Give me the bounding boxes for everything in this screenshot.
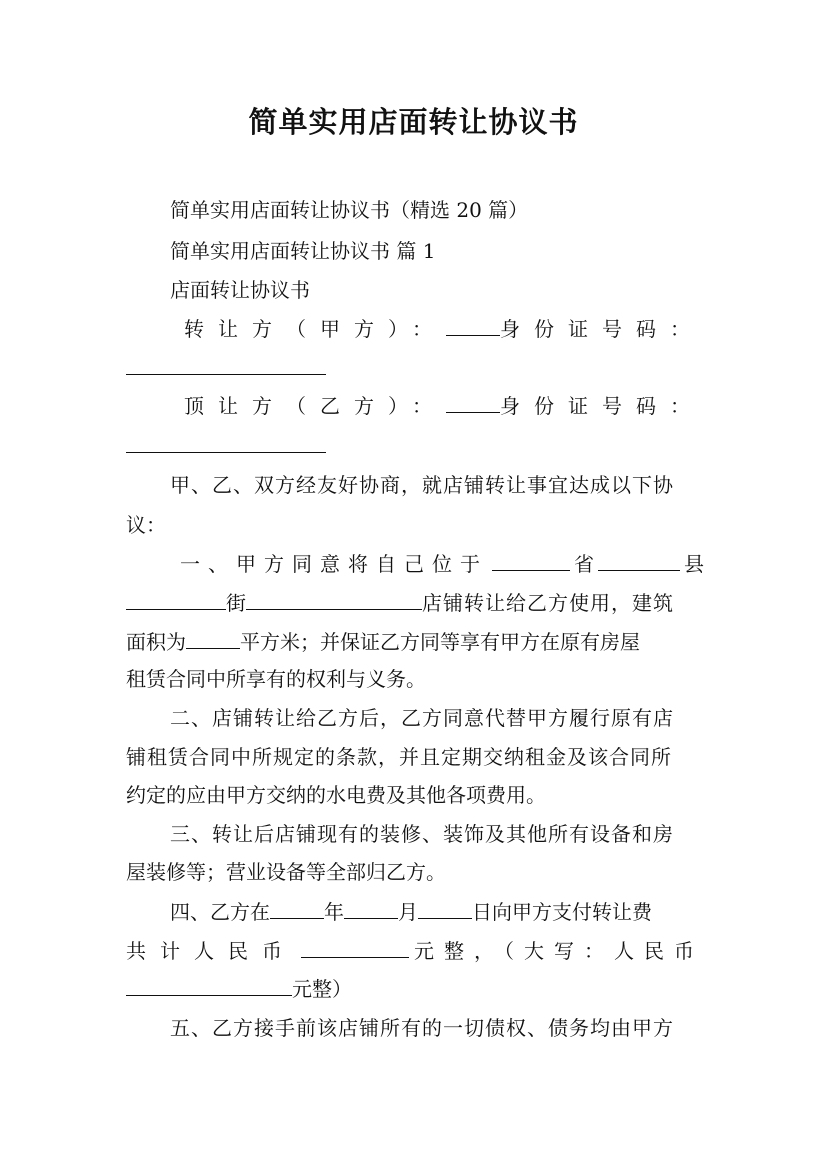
clause-1-province: 省 (574, 552, 594, 576)
clause-1-line-2-end: 店铺转让给乙方使用，建筑 (422, 591, 674, 615)
section-heading: 简单实用店面转让协议书 篇 1 (170, 239, 436, 263)
clause-1-line-4: 租赁合同中所享有的权利与义务。 (126, 667, 426, 691)
clause-4-yuan: 元整，（大写：人民币 (414, 939, 704, 963)
clause-4-close: 元整） (292, 977, 352, 1001)
clause-4-year: 年 (324, 900, 344, 924)
intro-line-2: 议： (126, 513, 166, 537)
province-blank (492, 548, 570, 571)
clause-4-month: 月 (398, 900, 418, 924)
clause-1-start: 一、甲方同意将自己位于 (180, 552, 488, 576)
party-b-id-blank (126, 452, 326, 453)
clause-1-line-2 (126, 587, 704, 617)
clause-1-area-end: 平方米；并保证乙方同等享有甲方在原有房屋 (240, 630, 640, 654)
area-blank (186, 626, 240, 649)
document-subtitle: 简单实用店面转让协议书（精选 20 篇） (170, 198, 529, 222)
clause-3-line-2: 屋装修等；营业设备等全部归乙方。 (126, 860, 446, 884)
clause-3-line-1: 三、转让后店铺现有的装修、装饰及其他所有设备和房 (170, 822, 674, 846)
party-a-line (184, 313, 704, 343)
clause-5-line-1: 五、乙方接手前该店铺所有的一切债权、债务均由甲方 (170, 1016, 674, 1040)
clause-2-line-2: 铺租赁合同中所规定的条款，并且定期交纳租金及该合同所 (126, 745, 672, 769)
party-b-line (184, 390, 704, 420)
agreement-heading: 店面转让协议书 (170, 278, 310, 302)
clause-1-line-3 (126, 626, 704, 656)
party-b-id-label: 身份证号码： (500, 394, 704, 418)
party-b-label: 顶让方（乙方）： (184, 394, 446, 418)
district-blank (126, 587, 226, 610)
street-blank (246, 587, 422, 610)
clause-1-line-1 (180, 548, 704, 578)
clause-4-total: 共计人民币 (126, 939, 296, 963)
clause-4-line-3 (126, 973, 704, 1003)
clause-2-line-3: 约定的应由甲方交纳的水电费及其他各项费用。 (126, 783, 546, 807)
party-a-id-blank (126, 374, 326, 375)
clause-1-area-label: 面积为 (126, 630, 186, 654)
party-a-id-label: 身份证号码： (500, 317, 704, 341)
year-blank (270, 896, 324, 919)
clause-4-line-2 (126, 935, 704, 965)
intro-line-1: 甲、乙、双方经友好协商，就店铺转让事宜达成以下协 (170, 473, 674, 497)
party-a-name-blank (446, 313, 500, 336)
clause-4-line-1 (170, 896, 704, 926)
clause-4-day-end: 日向甲方支付转让费 (472, 900, 652, 924)
clause-1-county: 县 (684, 552, 704, 576)
party-b-name-blank (446, 390, 500, 413)
amount-blank (301, 935, 409, 958)
document-title: 简单实用店面转让协议书 (248, 105, 579, 139)
day-blank (418, 896, 472, 919)
clause-2-line-1: 二、店铺转让给乙方后，乙方同意代替甲方履行原有店 (170, 706, 674, 730)
party-a-label: 转让方（甲方）： (184, 317, 446, 341)
amount-words-blank (126, 973, 292, 996)
clause-4-start: 四、乙方在 (170, 900, 270, 924)
clause-1-street: 街 (226, 591, 246, 615)
month-blank (344, 896, 398, 919)
county-blank (598, 548, 680, 571)
